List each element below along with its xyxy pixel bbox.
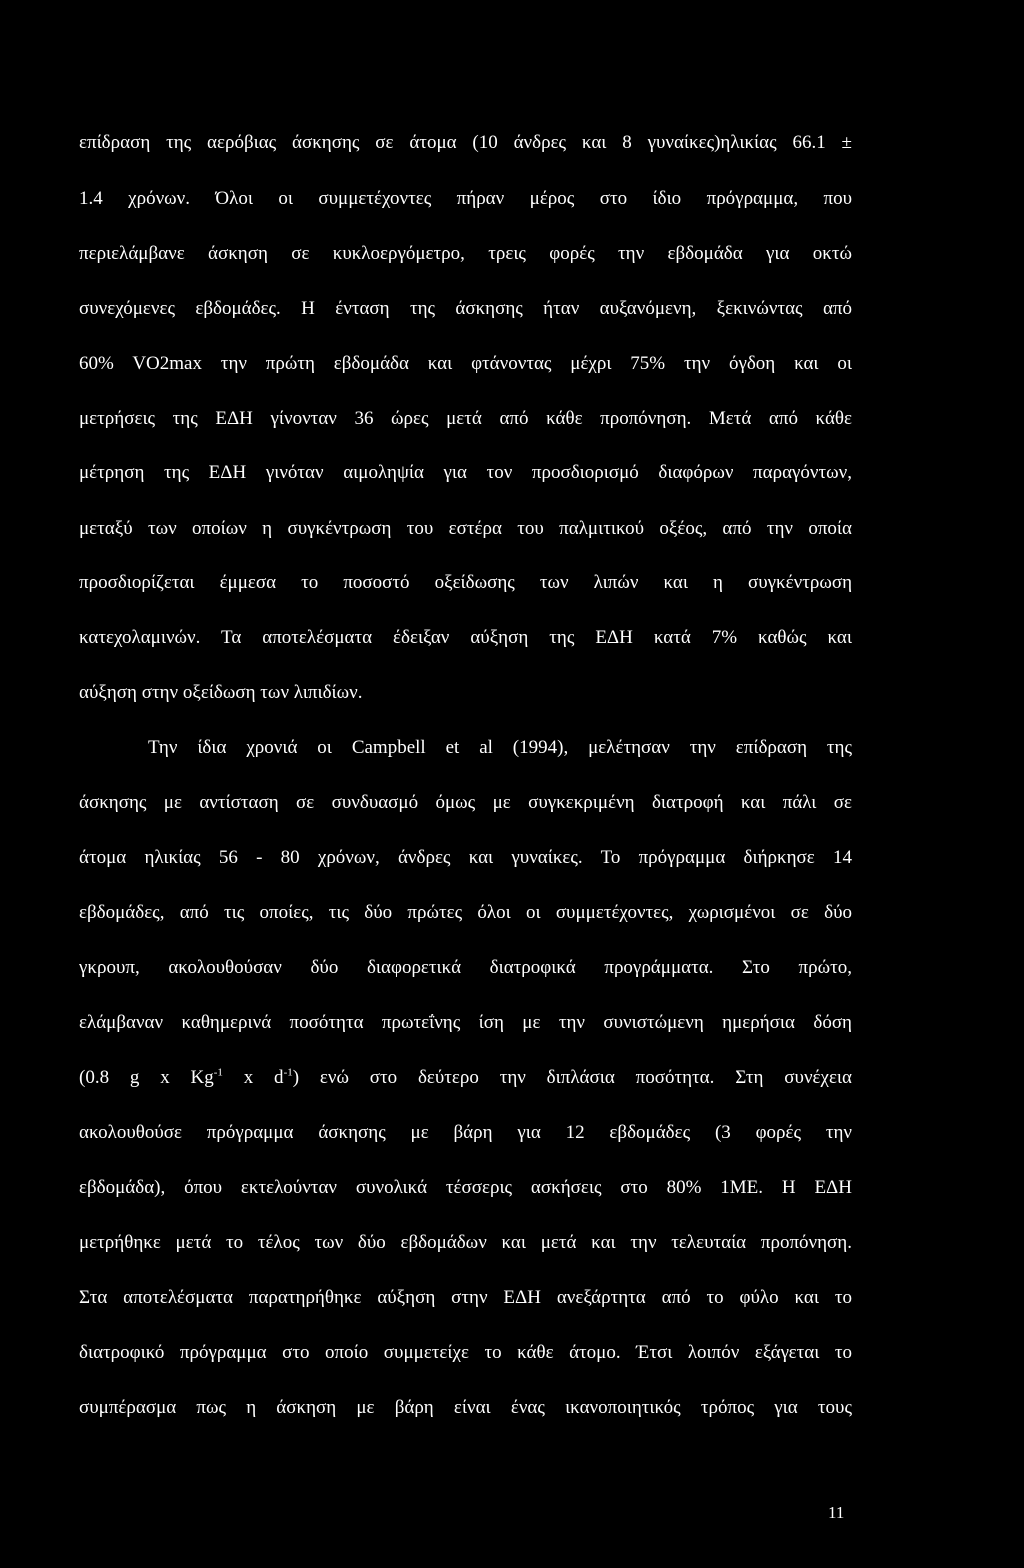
text-line-19: ακολουθούσε πρόγραμμα άσκησης με βάρη για 12 εβδομάδες (3 φορές την	[79, 1122, 852, 1143]
text-line-11: αύξηση στην οξείδωση των λιπιδίων.	[79, 682, 363, 703]
text-line-14: άτομα ηλικίας 56 - 80 χρόνων, άνδρες και γυναίκες. Το πρόγραμμα διήρκησε 14	[79, 847, 852, 868]
text-line-24: συμπέρασμα πως η άσκηση με βάρη είναι ένας ικανοποιητικός τρόπος για τους	[79, 1397, 852, 1418]
dose-exponent-2: -1	[283, 1066, 293, 1079]
text-line-15: εβδομάδες, από τις οποίες, τις δύο πρώτες όλοι οι συμμετέχοντες, χωρισμένοι σε δύο	[79, 902, 852, 923]
text-line-2: 1.4 χρόνων. Όλοι οι συμμετέχοντες πήραν μέρος στο ίδιο πρόγραμμα, που	[79, 188, 852, 209]
dose-exponent-1: -1	[213, 1066, 223, 1079]
text-line-6: μετρήσεις της ΕΔΗ γίνονταν 36 ώρες μετά από κάθε προπόνηση. Μετά από κάθε	[79, 408, 852, 429]
text-line-13: άσκησης με αντίσταση σε συνδυασμό όμως με συγκεκριμένη διατροφή και πάλι σε	[79, 792, 852, 813]
text-line-9: προσδιορίζεται έμμεσα το ποσοστό οξείδωσης των λιπών και η συγκέντρωση	[79, 572, 852, 593]
text-line-22: Στα αποτελέσματα παρατηρήθηκε αύξηση στην ΕΔΗ ανεξάρτητα από το φύλο και το	[79, 1287, 852, 1308]
text-line-21: μετρήθηκε μετά το τέλος των δύο εβδομάδων και μετά και την τελευταία προπόνηση.	[79, 1232, 852, 1253]
text-line-4: συνεχόμενες εβδομάδες. Η ένταση της άσκησης ήταν αυξανόμενη, ξεκινώντας από	[79, 298, 852, 319]
text-line-5: 60% VO2max την πρώτη εβδομάδα και φτάνοντας μέχρι 75% την όγδοη και οι	[79, 353, 852, 374]
paragraph-start-line: Την ίδια χρονιά οι Campbell et al (1994), μελέτησαν την επίδραση της	[148, 737, 852, 758]
text-line-17: ελάμβαναν καθημερινά ποσότητα πρωτεΐνης ίση με την συνιστώμενη ημερήσια δόση	[79, 1012, 852, 1033]
dose-part-3: ) ενώ στο δεύτερο την διπλάσια ποσότητα. Στη συνέχεια	[292, 1067, 852, 1088]
text-line-7: μέτρηση της ΕΔΗ γινόταν αιμοληψία για τον προσδιορισμό διαφόρων παραγόντων,	[79, 462, 852, 483]
page-number: 11	[828, 1503, 845, 1522]
dose-part-2: x d	[222, 1067, 284, 1088]
text-line-23: διατροφικό πρόγραμμα στο οποίο συμμετείχε το κάθε άτομο. Έτσι λοιπόν εξάγεται το	[79, 1342, 852, 1363]
text-line-10: κατεχολαμινών. Τα αποτελέσματα έδειξαν αύξηση της ΕΔΗ κατά 7% καθώς και	[79, 627, 852, 648]
text-line-8: μεταξύ των οποίων η συγκέντρωση του εστέρα του παλμιτικού οξέος, από την οποία	[79, 518, 852, 539]
text-line-20: εβδομάδα), όπου εκτελούνταν συνολικά τέσσερις ασκήσεις στο 80% 1ΜΕ. Η ΕΔΗ	[79, 1177, 852, 1198]
text-line-1: επίδραση της αερόβιας άσκησης σε άτομα (10 άνδρες και 8 γυναίκες)ηλικίας 66.1 ±	[79, 132, 852, 153]
dose-line	[79, 1066, 852, 1090]
dose-part-1: (0.8 g x Kg	[79, 1067, 214, 1088]
text-line-16: γκρουπ, ακολουθούσαν δύο διαφορετικά διατροφικά προγράμματα. Στο πρώτο,	[79, 957, 852, 978]
text-line-3: περιελάμβανε άσκηση σε κυκλοεργόμετρο, τρεις φορές την εβδομάδα για οκτώ	[79, 243, 852, 264]
